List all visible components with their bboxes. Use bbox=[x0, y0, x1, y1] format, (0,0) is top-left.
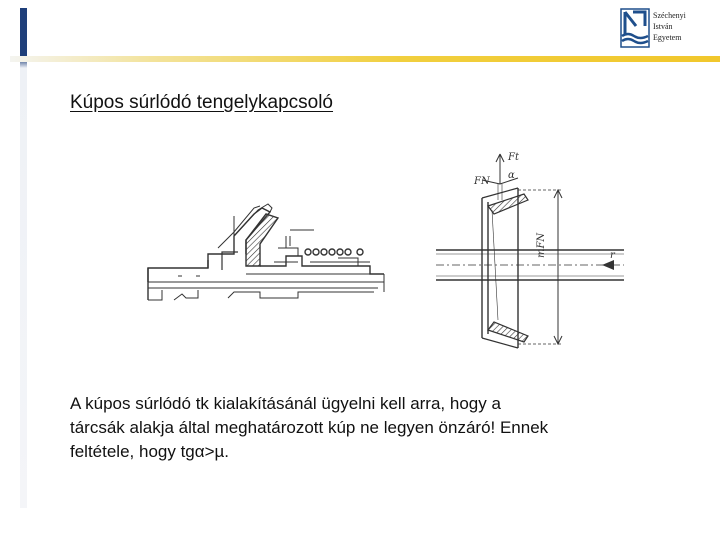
logo-line-3: Egyetem bbox=[653, 33, 682, 42]
figure-label-r: r bbox=[610, 250, 615, 261]
cone-clutch-drawing bbox=[138, 148, 624, 364]
cone-clutch-figure bbox=[138, 148, 624, 364]
body-line-1: A kúpos súrlódó tk kialakításánál ügyelni kell arra, hogy a bbox=[70, 394, 501, 413]
logo-emblem-icon bbox=[620, 8, 650, 48]
cone-schematic-drawing bbox=[436, 154, 624, 348]
figure-label-alpha: α bbox=[508, 170, 515, 181]
body-line-3: feltétele, hogy tgα>µ. bbox=[70, 442, 230, 461]
university-logo bbox=[620, 8, 720, 54]
slide-title: Kúpos súrlódó tengelykapcsoló bbox=[70, 92, 334, 113]
logo-line-1: Széchenyi bbox=[653, 11, 686, 20]
figure-label-force: mFN bbox=[536, 232, 547, 258]
figure-label-fn: FN bbox=[474, 176, 490, 187]
figure-label-ft: Ft bbox=[508, 152, 519, 163]
left-accent-bar bbox=[20, 8, 27, 508]
header-rule bbox=[10, 56, 720, 62]
slide-body-text bbox=[70, 392, 670, 464]
logo-text bbox=[653, 10, 686, 43]
body-line-2: tárcsák alakja által meghatározott kúp ne legyen önzáró! Ennek bbox=[70, 418, 549, 437]
logo-line-2: István bbox=[653, 22, 673, 31]
clutch-section-drawing bbox=[148, 204, 384, 300]
